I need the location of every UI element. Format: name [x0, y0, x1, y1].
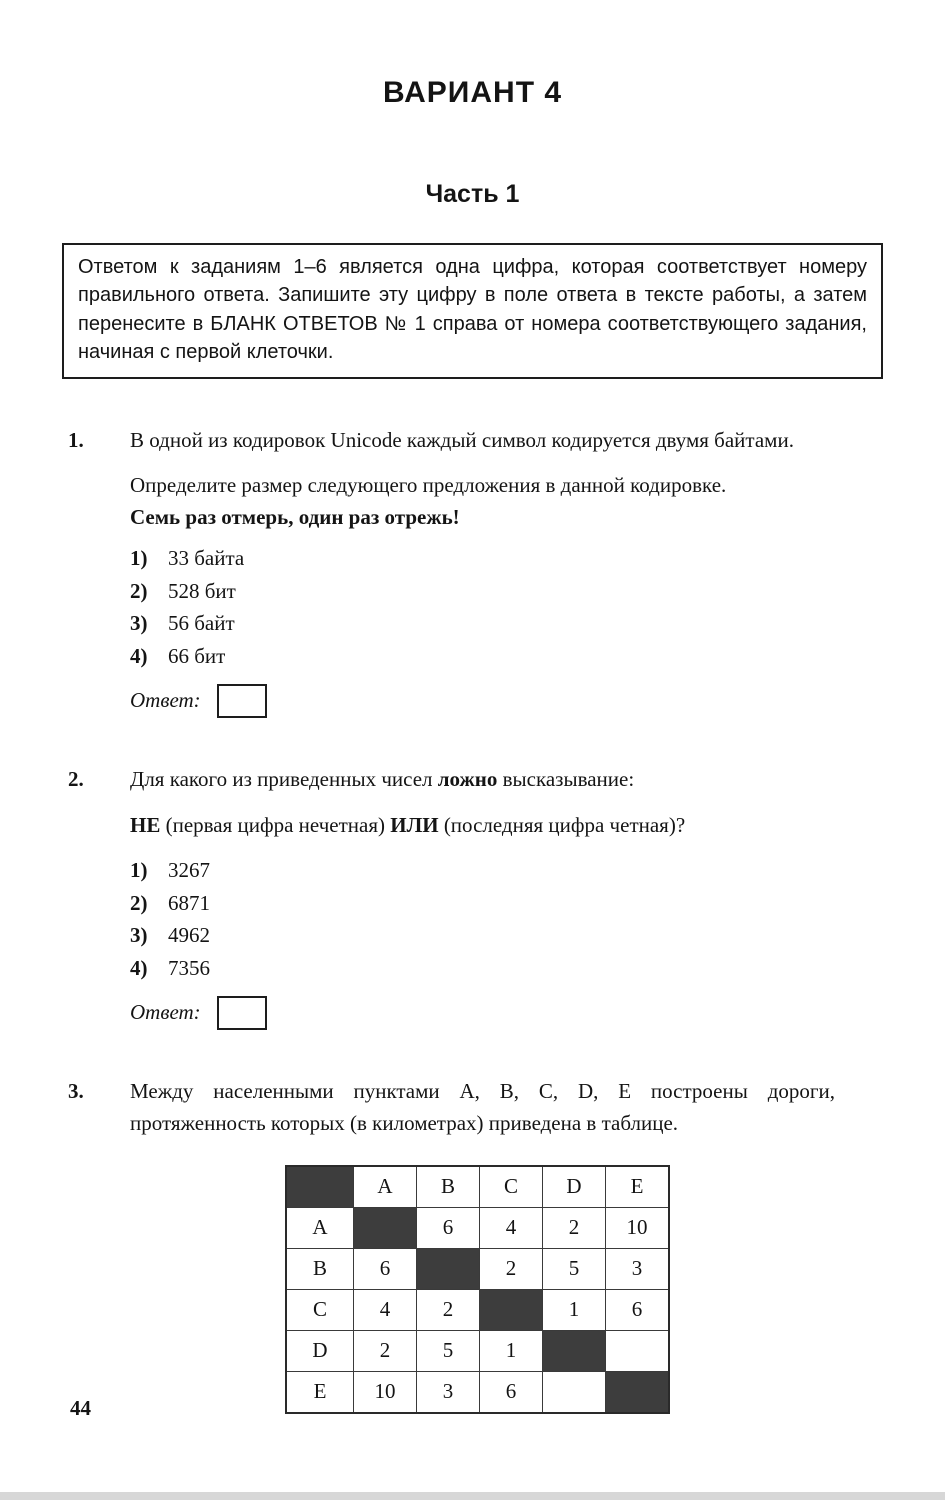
option-number: 2) — [130, 578, 148, 603]
option-number: 1) — [130, 858, 148, 883]
option-row — [130, 576, 835, 608]
option-row — [130, 543, 835, 575]
option-text: 6871 — [168, 890, 210, 915]
option-row — [130, 608, 835, 640]
question-formula: НЕ (первая цифра нечетная) ИЛИ (последняя цифра четная)? — [130, 812, 686, 837]
diagonal-cell — [417, 1249, 480, 1290]
answer-box[interactable] — [217, 684, 267, 718]
col-header: B — [417, 1166, 480, 1208]
table-cell: 6 — [480, 1372, 543, 1414]
option-row — [130, 953, 835, 985]
option-text: 528 бит — [168, 578, 236, 603]
diagonal-cell — [354, 1208, 417, 1249]
answer-label: Ответ: — [130, 688, 201, 713]
instruction-text: Ответом к заданиям 1–6 является одна цифра, которая соответствует номеру правильного ответа. Запишите эту цифру в поле ответа в тексте работы, а затем перенесите в БЛАНК ОТВЕТОВ № 1 справа от номера соответствующего задания, начиная с первой клеточки. — [78, 256, 867, 364]
col-header: E — [606, 1166, 670, 1208]
question-3 — [68, 1076, 885, 1414]
question-1 — [68, 425, 885, 719]
table-cell: 4 — [354, 1290, 417, 1331]
col-header: C — [480, 1166, 543, 1208]
table-cell: 2 — [417, 1290, 480, 1331]
table-cell: 6 — [606, 1290, 670, 1331]
option-number: 4) — [130, 955, 148, 980]
table-cell: 2 — [354, 1331, 417, 1372]
question-stem: Между населенными пунктами A, B, C, D, E построены дороги, протяженность которых (в километрах) приведена в таблице. — [130, 1079, 835, 1135]
table-cell: 6 — [417, 1208, 480, 1249]
question-stem: Для какого из приведенных чисел ложно высказывание: — [130, 767, 635, 792]
question-body — [130, 425, 835, 719]
table-cell: 4 — [480, 1208, 543, 1249]
table-cell: 10 — [606, 1208, 670, 1249]
option-row — [130, 641, 835, 673]
question-number: 3. — [68, 1079, 84, 1104]
table-cell: 2 — [480, 1249, 543, 1290]
answer-row — [130, 996, 835, 1030]
option-number: 3) — [130, 611, 148, 636]
question-number: 2. — [68, 767, 84, 792]
option-number: 4) — [130, 643, 148, 668]
table-cell: 2 — [543, 1208, 606, 1249]
distance-table — [285, 1165, 670, 1414]
question-task: Определите размер следующего предложения в данной кодировке. — [130, 473, 727, 498]
table-cell: 6 — [354, 1249, 417, 1290]
table-cell: 3 — [417, 1372, 480, 1414]
table-row — [286, 1372, 669, 1414]
table-cell: 5 — [417, 1331, 480, 1372]
page-number: 44 — [70, 1396, 91, 1420]
answer-row — [130, 684, 835, 718]
col-header: D — [543, 1166, 606, 1208]
row-label: B — [286, 1249, 354, 1290]
scan-edge — [0, 1492, 945, 1500]
corner-cell — [286, 1166, 354, 1208]
table-cell: 5 — [543, 1249, 606, 1290]
question-body — [130, 764, 835, 1030]
option-text: 7356 — [168, 955, 210, 980]
part-title: Часть 1 — [425, 180, 520, 208]
table-header-row — [286, 1166, 669, 1208]
option-row — [130, 855, 835, 887]
table-cell: 1 — [543, 1290, 606, 1331]
option-text: 33 байта — [168, 546, 245, 571]
options-list — [130, 543, 835, 672]
col-header: A — [354, 1166, 417, 1208]
row-label: D — [286, 1331, 354, 1372]
option-text: 66 бит — [168, 643, 226, 668]
table-cell: 10 — [354, 1372, 417, 1414]
diagonal-cell — [543, 1331, 606, 1372]
option-text: 4962 — [168, 923, 210, 948]
question-sentence: Семь раз отмерь, один раз отрежь! — [130, 504, 460, 529]
table-cell — [606, 1331, 670, 1372]
instruction-box — [62, 243, 883, 379]
row-label: A — [286, 1208, 354, 1249]
table-cell: 3 — [606, 1249, 670, 1290]
table-row — [286, 1290, 669, 1331]
option-text: 56 байт — [168, 611, 235, 636]
option-text: 3267 — [168, 858, 210, 883]
diagonal-cell — [480, 1290, 543, 1331]
option-number: 1) — [130, 546, 148, 571]
row-label: E — [286, 1372, 354, 1414]
answer-label: Ответ: — [130, 1000, 201, 1025]
question-2 — [68, 764, 885, 1030]
answer-box[interactable] — [217, 996, 267, 1030]
table-cell — [543, 1372, 606, 1414]
question-body — [130, 1076, 835, 1414]
diagonal-cell — [606, 1372, 670, 1414]
options-list — [130, 855, 835, 984]
table-row — [286, 1331, 669, 1372]
row-label: C — [286, 1290, 354, 1331]
variant-title: ВАРИАНТ 4 — [382, 76, 563, 109]
question-number: 1. — [68, 427, 84, 452]
option-row — [130, 920, 835, 952]
option-number: 2) — [130, 890, 148, 915]
table-row — [286, 1208, 669, 1249]
table-cell: 1 — [480, 1331, 543, 1372]
question-stem: В одной из кодировок Unicode каждый символ кодируется двумя байтами. — [130, 427, 794, 452]
option-row — [130, 888, 835, 920]
option-number: 3) — [130, 923, 148, 948]
table-row — [286, 1249, 669, 1290]
